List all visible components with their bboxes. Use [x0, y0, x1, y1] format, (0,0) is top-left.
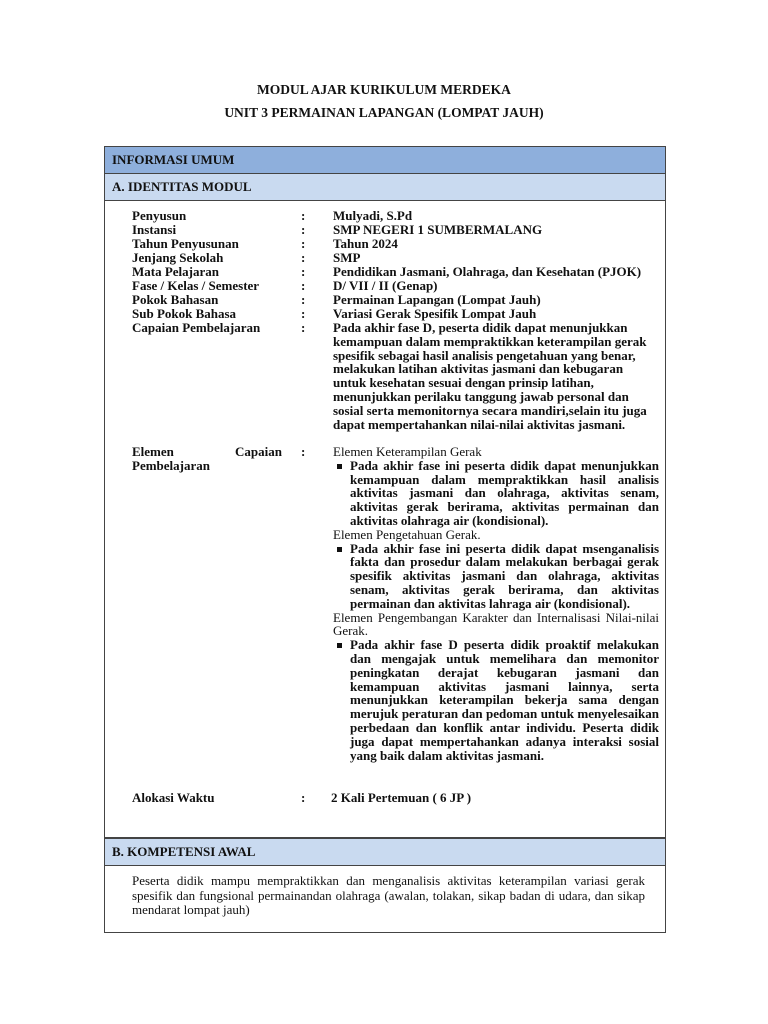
- document-title: MODUL AJAR KURIKULUM MERDEKA: [257, 82, 511, 97]
- informasi-umum-header: INFORMASI UMUM: [105, 147, 665, 174]
- field-colon: :: [301, 790, 306, 805]
- field-colon: :: [301, 278, 306, 293]
- field-label: Sub Pokok Bahasa: [132, 306, 237, 321]
- field-colon: :: [301, 264, 306, 279]
- field-value: Pendidikan Jasmani, Olahraga, dan Kesehatan (PJOK): [333, 264, 642, 279]
- elemen-bullet: Pada akhir fase ini peserta didik dapat msenganalisis fakta dan prosedur dalam melakukan berbagai gerak spesifik aktivitas jasmani dan olahraga, aktivitas senam, aktivitas gerak berirama, dan aktivitas permainan dan aktivitas lahraga air (kondisional).: [333, 542, 659, 611]
- field-value: Pada akhir fase D, peserta didik dapat menunjukkan kemampuan dalam mempraktikkan keterampilan gerak spesifik sebagai hasil analisis pengetahuan yang benar, melakukan latihan aktivitas jasmani dan kebugaran untuk kesehatan sesuai dengan prinsip latihan, menunjukkan perilaku tanggung jawab personal dan sosial serta memonitornya secara mandiri,selain itu juga dapat mempertahankan nilai-nilai aktivitas jasmani.: [333, 320, 647, 432]
- field-label: Capaian Pembelajaran: [132, 320, 261, 335]
- field-value: Tahun 2024: [333, 236, 398, 251]
- field-colon: :: [301, 306, 306, 321]
- field-label: Jenjang Sekolah: [132, 250, 224, 265]
- field-value: SMP NEGERI 1 SUMBERMALANG: [333, 222, 543, 237]
- capaian-label-word: Capaian: [235, 444, 282, 459]
- field-value: Permainan Lapangan (Lompat Jauh): [333, 292, 541, 307]
- elemen-group-title: Elemen Pengetahuan Gerak.: [333, 526, 481, 542]
- field-colon: :: [301, 236, 306, 251]
- identitas-modul-header: A. IDENTITAS MODUL: [105, 174, 665, 201]
- field-label: Pokok Bahasan: [132, 292, 219, 307]
- field-label: Penyusun: [132, 208, 187, 223]
- elemen-bullet: Pada akhir fase ini peserta didik dapat menunjukkan kemampuan dalam mempraktikkan hasil analisis aktivitas jasmani dan olahraga, aktivitas senam, aktivitas gerak berirama, aktivitas permainan dan aktivitas olahraga air (kondisional).: [333, 459, 659, 528]
- kompetensi-awal-text: Peserta didik mampu mempraktikkan dan menganalisis aktivitas keterampilan variasi gerak spesifik dan fungsional permainandan olahraga (awalan, tolakan, sikap badan di udara, dan sikap mendarat lompat jauh): [132, 873, 645, 917]
- field-label: Fase / Kelas / Semester: [132, 278, 260, 293]
- kompetensi-awal-table: [104, 838, 666, 933]
- field-label: Alokasi Waktu: [132, 790, 215, 805]
- field-colon: :: [301, 222, 306, 237]
- field-colon: :: [301, 292, 306, 307]
- field-colon: :: [301, 250, 306, 265]
- field-colon: :: [301, 444, 306, 459]
- field-value: Variasi Gerak Spesifik Lompat Jauh: [333, 306, 537, 321]
- document-subtitle: UNIT 3 PERMAINAN LAPANGAN (LOMPAT JAUH): [224, 105, 544, 120]
- kompetensi-awal-header: B. KOMPETENSI AWAL: [105, 839, 665, 866]
- elemen-bullet: Pada akhir fase D peserta didik proaktif melakukan dan mengajak untuk memelihara dan memonitor peningkatan derajat kebugaran jasmani dan kemampuan aktivitas jasmani lainnya, serta menunjukkan keterampilan bekerja sama dengan merujuk peraturan dan pedoman untuk menyelesaikan perbedaan dan konflik antar individu. Peserta didik juga dapat mempertahankan adanya interaksi sosial yang baik dalam aktivitas jasmani.: [333, 638, 659, 762]
- field-label: Mata Pelajaran: [132, 264, 220, 279]
- elemen-list: [333, 445, 659, 762]
- field-value: D/ VII / II (Genap): [333, 278, 438, 293]
- elemen-label-word: Elemen: [132, 444, 174, 459]
- elemen-capaian-label: [132, 445, 282, 473]
- field-value: 2 Kali Pertemuan ( 6 JP ): [331, 790, 472, 805]
- field-label: Instansi: [132, 222, 177, 237]
- field-colon: :: [301, 320, 306, 335]
- pembelajaran-label-word: Pembelajaran: [132, 457, 210, 473]
- identitas-table: [104, 146, 666, 838]
- field-label: Tahun Penyusunan: [132, 236, 239, 251]
- elemen-group-title: Elemen Keterampilan Gerak: [333, 444, 482, 459]
- field-colon: :: [301, 208, 306, 223]
- field-value: SMP: [333, 250, 361, 265]
- field-value: Mulyadi, S.Pd: [333, 208, 413, 223]
- identitas-body: [105, 201, 665, 837]
- elemen-group-title: Elemen Pengembangan Karakter dan Internalisasi Nilai-nilai Gerak.: [333, 609, 659, 639]
